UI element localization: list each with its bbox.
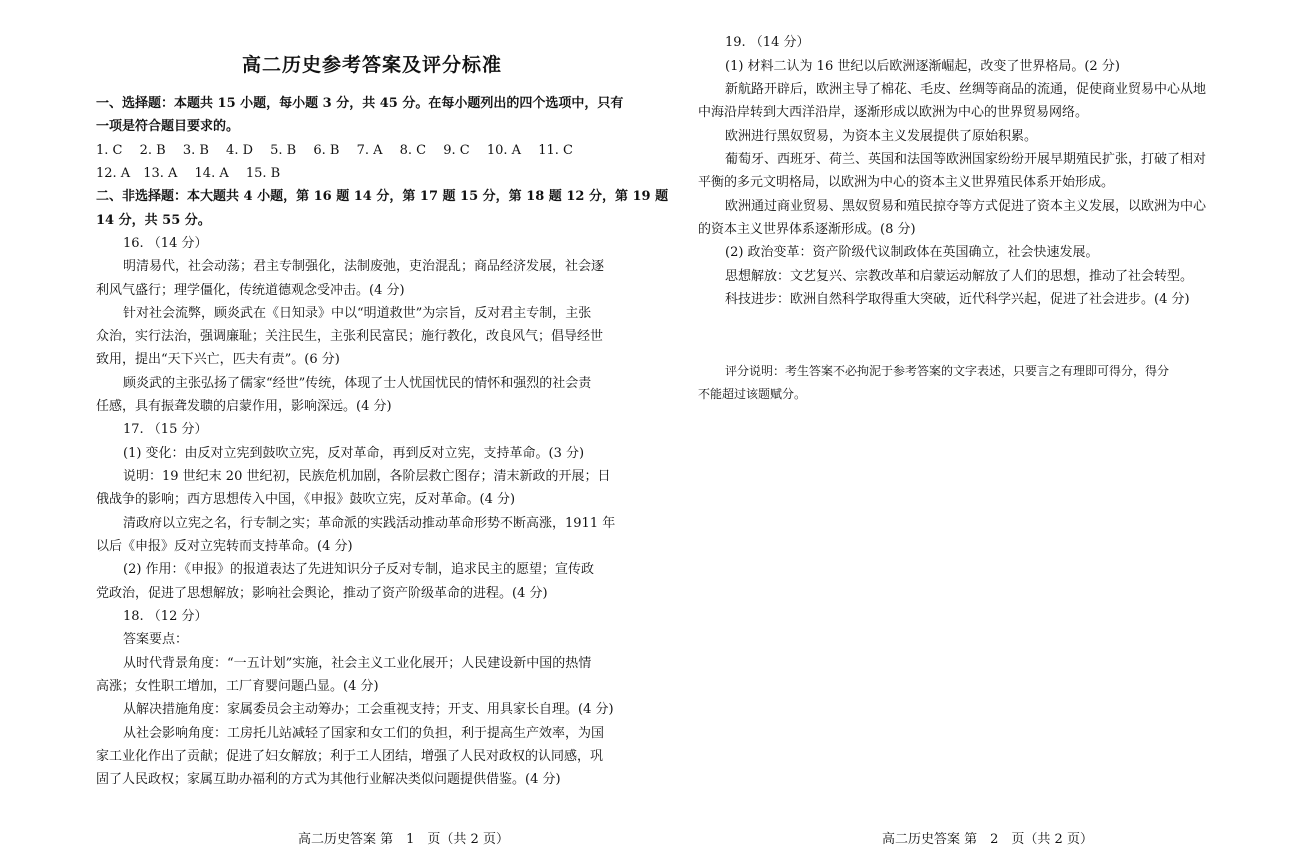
q19-line: 科技进步：欧洲自然科学取得重大突破，近代科学兴起，促进了社会进步。(4 分) xyxy=(725,292,1190,307)
q19-line: 欧洲进行黑奴贸易，为资本主义发展提供了原始积累。 xyxy=(725,129,1038,144)
answer-row-1: 1. C 2. B 3. B 4. D 5. B 6. B 7. A 8. C 9. C 10. A 11. C xyxy=(96,143,573,158)
answer-row-2: 12. A 13. A 14. A 15. B xyxy=(96,166,281,181)
q18-line: 固了人民政权；家属互助办福利的方式为其他行业解决类似问题提供借鉴。(4 分) xyxy=(96,772,561,787)
q18-line: 从时代背景角度：“一五计划”实施，社会主义工业化展开；人民建设新中国的热情 xyxy=(123,656,592,671)
q17-line: 说明：19 世纪末 20 世纪初，民族危机加剧，各阶层救亡图存；清末新政的开展；日 xyxy=(123,469,611,484)
q17-line: 俄战争的影响；西方思想传入中国，《申报》鼓吹立宪，反对革命。(4 分) xyxy=(96,492,516,507)
q19-line: 的资本主义世界体系逐渐形成。(8 分) xyxy=(698,222,916,237)
section-1-heading: 一、选择题：本题共 15 小题，每小题 3 分，共 45 分。在每小题列出的四个选项中，只有 xyxy=(96,96,624,111)
q18-heading: 18. （12 分） xyxy=(123,609,208,624)
q16-line: 顾炎武的主张弘扬了儒家“经世”传统，体现了士人忧国忧民的情怀和强烈的社会责 xyxy=(123,376,592,391)
page-1-footer: 高二历史答案 第 1 页（共 2 页） xyxy=(298,832,509,847)
q16-line: 任感，具有振聋发聩的启蒙作用，影响深远。(4 分) xyxy=(96,399,392,414)
scoring-note: 评分说明：考生答案不必拘泥于参考答案的文字表述，只要言之有理即可得分，得分 xyxy=(725,364,1170,378)
q16-heading: 16. （14 分） xyxy=(123,236,208,251)
q19-heading: 19. （14 分） xyxy=(725,35,810,50)
q18-line: 家工业化作出了贡献；促进了妇女解放；利于工人团结，增强了人民对政权的认同感，巩 xyxy=(96,749,604,764)
q18-line: 从解决措施角度：家属委员会主动筹办；工会重视支持；开支、用具家长自理。(4 分) xyxy=(123,702,614,717)
q16-line: 利风气盛行；理学僵化，传统道德观念受冲击。(4 分) xyxy=(96,283,405,298)
q17-line: 党政治，促进了思想解放；影响社会舆论，推动了资产阶级革命的进程。(4 分) xyxy=(96,586,548,601)
q17-line: 以后《申报》反对立宪转而支持革命。(4 分) xyxy=(96,539,353,554)
q17-line: 清政府以立宪之名，行专制之实；革命派的实践活动推动革命形势不断高涨，1911 年 xyxy=(123,516,616,531)
section-1-heading-cont: 一项是符合题目要求的。 xyxy=(96,119,240,134)
q19-line: (1) 材料二认为 16 世纪以后欧洲逐渐崛起，改变了世界格局。(2 分) xyxy=(725,59,1120,74)
q17-line: (1) 变化：由反对立宪到鼓吹立宪，反对革命，再到反对立宪，支持革命。(3 分) xyxy=(123,446,585,461)
section-2-heading-cont: 14 分，共 55 分。 xyxy=(96,213,211,228)
page-2-footer: 高二历史答案 第 2 页（共 2 页） xyxy=(882,832,1093,847)
q16-line: 针对社会流弊，顾炎武在《日知录》中以“明道救世”为宗旨，反对君主专制，主张 xyxy=(123,306,592,321)
q19-line: 葡萄牙、西班牙、荷兰、英国和法国等欧洲国家纷纷开展早期殖民扩张，打破了相对 xyxy=(725,152,1207,167)
q19-line: 中海沿岸转到大西洋沿岸，逐渐形成以欧洲为中心的世界贸易网络。 xyxy=(698,105,1089,120)
q18-line: 答案要点： xyxy=(123,632,189,647)
q16-line: 致用，提出“天下兴亡，匹夫有责”。(6 分) xyxy=(96,352,340,367)
q18-line: 高涨；女性职工增加，工厂育婴问题凸显。(4 分) xyxy=(96,679,379,694)
q19-line: 欧洲通过商业贸易、黑奴贸易和殖民掠夺等方式促进了资本主义发展，以欧洲为中心 xyxy=(725,199,1207,214)
q16-line: 众治，实行法治，强调廉耻；关注民生，主张利民富民；施行教化，改良风气；倡导经世 xyxy=(96,329,604,344)
q17-heading: 17. （15 分） xyxy=(123,422,208,437)
section-2-heading: 二、非选择题：本大题共 4 小题，第 16 题 14 分，第 17 题 15 分，第 18 题 12 分，第 19 题 xyxy=(96,189,669,204)
q19-line: (2) 政治变革：资产阶级代议制政体在英国确立，社会快速发展。 xyxy=(725,245,1099,260)
page-title: 高二历史参考答案及评分标准 xyxy=(241,54,502,76)
q18-line: 从社会影响角度：工房托儿站减轻了国家和女工们的负担，利于提高生产效率，为国 xyxy=(123,726,605,741)
q19-line: 新航路开辟后，欧洲主导了棉花、毛皮、丝绸等商品的流通，促使商业贸易中心从地 xyxy=(725,82,1207,97)
q19-line: 思想解放：文艺复兴、宗教改革和启蒙运动解放了人们的思想，推动了社会转型。 xyxy=(725,269,1194,284)
q17-line: (2) 作用：《申报》的报道表达了先进知识分子反对专制，追求民主的愿望；宣传政 xyxy=(123,562,595,577)
q19-line: 平衡的多元文明格局，以欧洲为中心的资本主义世界殖民体系开始形成。 xyxy=(698,175,1115,190)
q16-line: 明清易代，社会动荡；君主专制强化，法制废弛，吏治混乱；商品经济发展，社会逐 xyxy=(123,259,605,274)
scoring-note-cont: 不能超过该题赋分。 xyxy=(698,387,807,401)
